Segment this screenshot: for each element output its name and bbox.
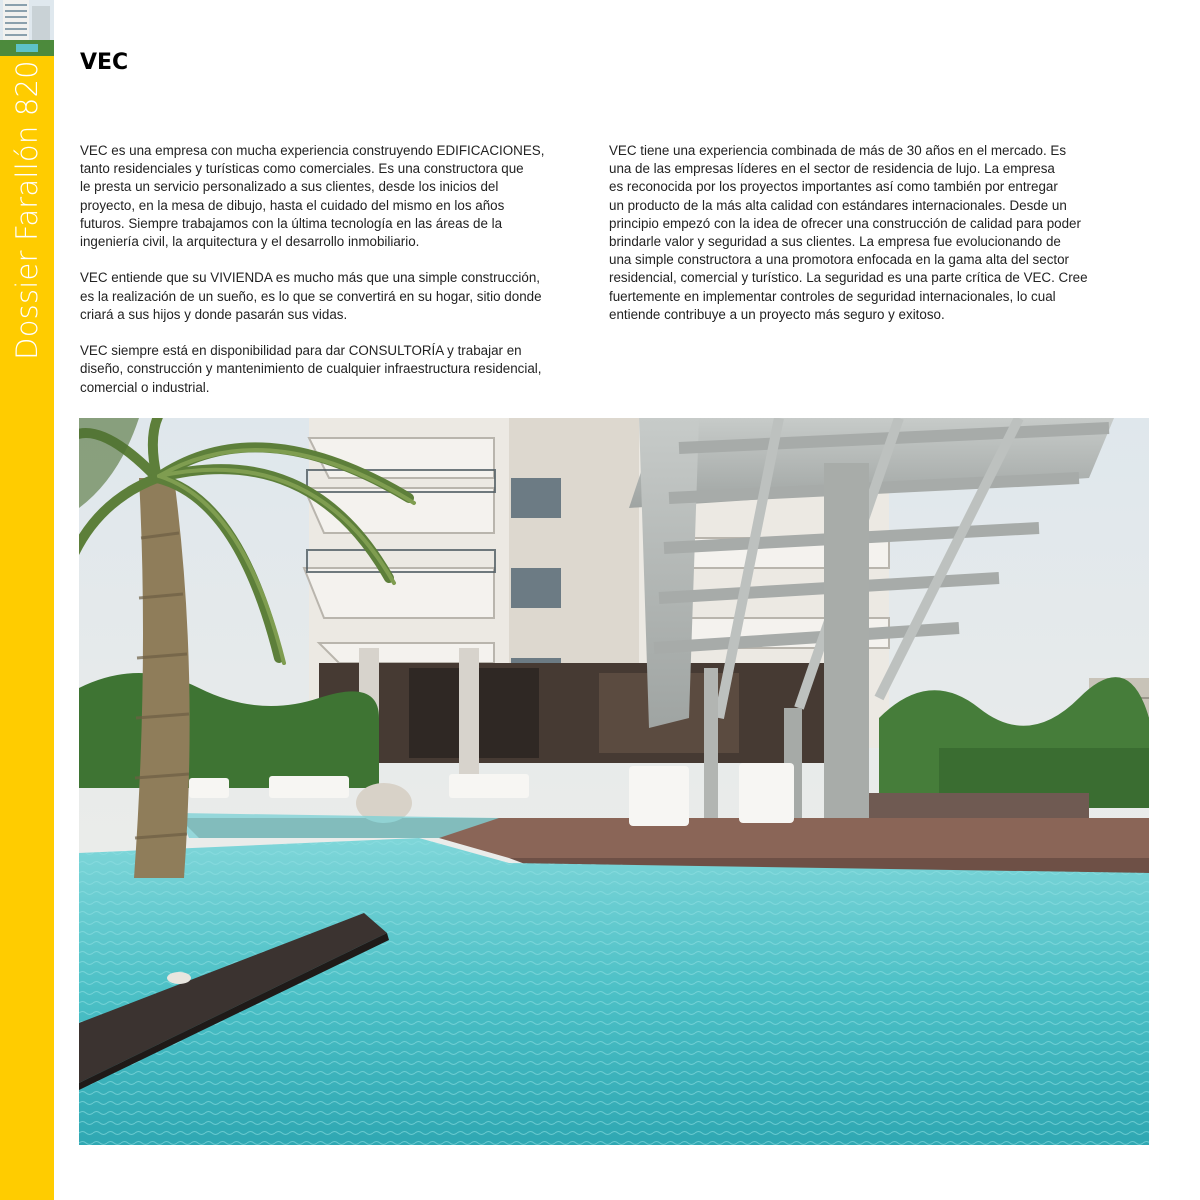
- sidebar: [0, 0, 54, 1200]
- sidebar-title: Dossier Farallón 820: [10, 60, 44, 360]
- left-column: [80, 142, 600, 415]
- building-thumbnail-icon: [0, 0, 54, 56]
- paragraph-trayectoria: VEC tiene una experiencia combinada de más de 30 años en el mercado. Es una de las empresas líderes en el sector de residencia de lujo. La empresa es reconocida por los proyectos importantes así como también por entregar un producto de la más alta calidad con estándares internacionales. Desde un principio empezó con la idea de ofrecer una construcción de calidad para poder brindarle valor y seguridad a sus clientes. La empresa fue evolucionando de una simple constructora a una promotora enfocada en la gama alta del sector residencial, comercial y turístico. La seguridad es una parte crítica de VEC. Cree fuertemente en implementar controles de seguridad internacionales, lo cual entiende contribuye a un proyecto más seguro y exitoso.: [609, 143, 1088, 322]
- pool-building-photo: [79, 418, 1149, 1145]
- paragraph-vivienda: VEC entiende que su VIVIENDA es mucho más que una simple construcción, es la realización de un sueño, es lo que se convertirá en su hogar, sitio donde criará a sus hijos y donde pasarán sus vidas.: [80, 270, 542, 322]
- paragraph-experience: VEC es una empresa con mucha experiencia construyendo EDIFICACIONES, tanto residenciales y turísticas como comerciales. Es una constructora que le presta un servicio personalizado a sus clientes, desde los inicios del proyecto, en la mesa de dibujo, hasta el cuidado del mismo en los años futuros. Siempre trabajamos con la última tecnología en las áreas de la ingeniería civil, la arquitectura y el desarrollo inmobiliario.: [80, 143, 545, 250]
- right-column: [609, 142, 1149, 342]
- paragraph-consultoria: VEC siempre está en disponibilidad para dar CONSULTORÍA y trabajar en diseño, construcción y mantenimiento de cualquier infraestructura residencial, comercial o industrial.: [80, 343, 542, 395]
- page-title: VEC: [80, 50, 129, 75]
